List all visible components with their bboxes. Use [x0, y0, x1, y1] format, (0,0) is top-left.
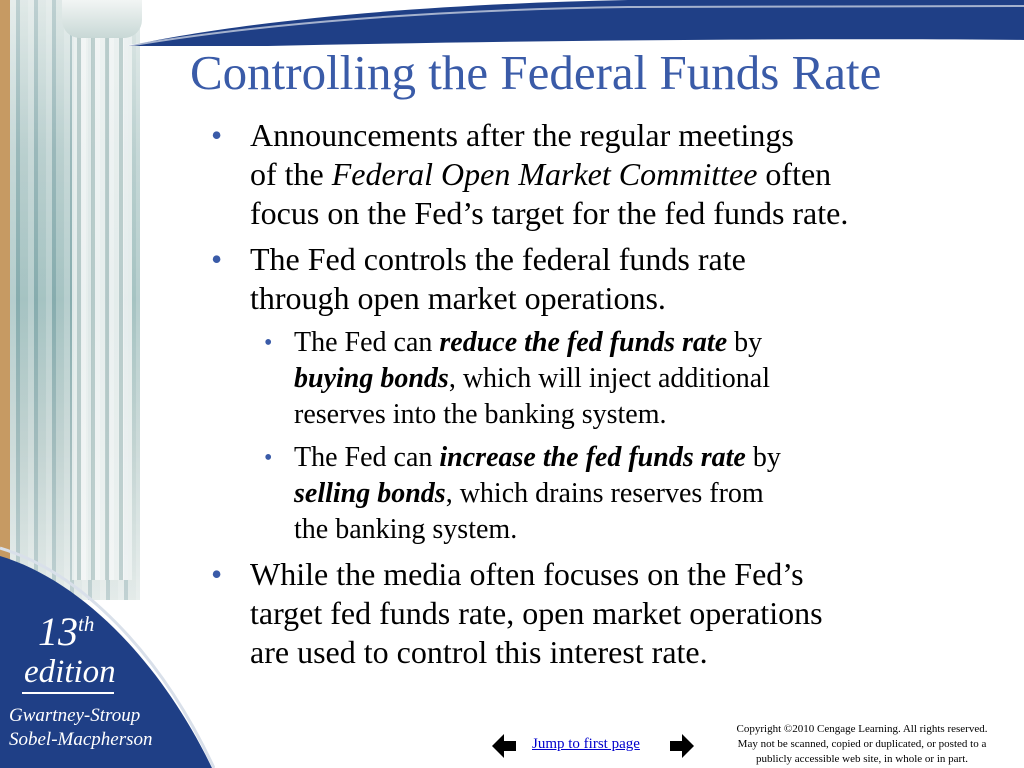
sub-bullet-line: the banking system. — [294, 514, 518, 545]
copyright-line: Copyright ©2010 Cengage Learning. All rights reserved. — [736, 723, 988, 735]
sub-bullet-line: reserves into the banking system. — [294, 399, 667, 430]
bullet-dot: • — [211, 556, 223, 592]
bullet-line: of the Federal Open Market Committee often — [250, 156, 832, 192]
sidebar-blue-swoosh — [0, 0, 215, 768]
bullet-dot: • — [211, 117, 223, 153]
fomc-term: Federal Open Market Committee — [331, 156, 758, 192]
top-banner — [128, 0, 1024, 46]
bullet-line: The Fed controls the federal funds rate — [250, 241, 746, 277]
emphasis-text: selling bonds — [294, 478, 446, 509]
authors-line-2: Sobel-Macpherson — [9, 729, 153, 750]
bullet-dot: • — [211, 241, 223, 277]
bullet-line: target fed funds rate, open market operations — [250, 595, 823, 631]
bullet-line: Announcements after the regular meetings — [250, 117, 794, 153]
sub-bullet-item — [208, 325, 1008, 433]
emphasis-text: increase the fed funds rate — [439, 442, 746, 473]
edition-number: 13th — [38, 609, 95, 654]
sub-bullet-line: The Fed can increase the fed funds rate by — [294, 442, 781, 473]
bullet-item — [208, 555, 1008, 672]
sub-bullet-item — [208, 440, 1008, 548]
edition-word: edition — [24, 654, 116, 690]
footer-navigation — [490, 732, 700, 760]
edition-divider — [22, 692, 114, 694]
bullet-line: While the media often focuses on the Fed’s — [250, 556, 804, 592]
sub-bullet-line: selling bonds, which drains reserves from — [294, 478, 764, 509]
copyright-line: May not be scanned, copied or duplicated, or posted to a — [737, 738, 987, 750]
bullet-item — [208, 240, 1008, 318]
sub-bullet-line: buying bonds, which will inject additional — [294, 363, 770, 394]
right-arrow-icon[interactable] — [668, 732, 696, 760]
emphasis-text: reduce the fed funds rate — [439, 327, 728, 358]
sub-bullet-line: The Fed can reduce the fed funds rate by — [294, 327, 763, 358]
bullet-item — [208, 116, 1008, 233]
copyright-line: publicly accessible web site, in whole or in part. — [756, 753, 968, 765]
copyright-notice — [706, 722, 1018, 767]
sidebar-decoration — [0, 0, 215, 768]
sub-bullet-dot: • — [264, 445, 273, 471]
emphasis-text: buying bonds — [294, 363, 449, 394]
left-arrow-icon[interactable] — [490, 732, 518, 760]
slide-title: Controlling the Federal Funds Rate — [190, 45, 882, 100]
sub-bullet-dot: • — [264, 330, 273, 356]
bullet-line: focus on the Fed’s target for the fed funds rate. — [250, 195, 849, 231]
bullet-line: are used to control this interest rate. — [250, 634, 708, 670]
edition-suffix: th — [78, 612, 95, 636]
bullet-line: through open market operations. — [250, 280, 666, 316]
jump-to-first-page-link[interactable]: Jump to first page — [532, 736, 640, 752]
slide-content — [208, 116, 1008, 679]
authors-line-1: Gwartney-Stroup — [9, 705, 141, 726]
